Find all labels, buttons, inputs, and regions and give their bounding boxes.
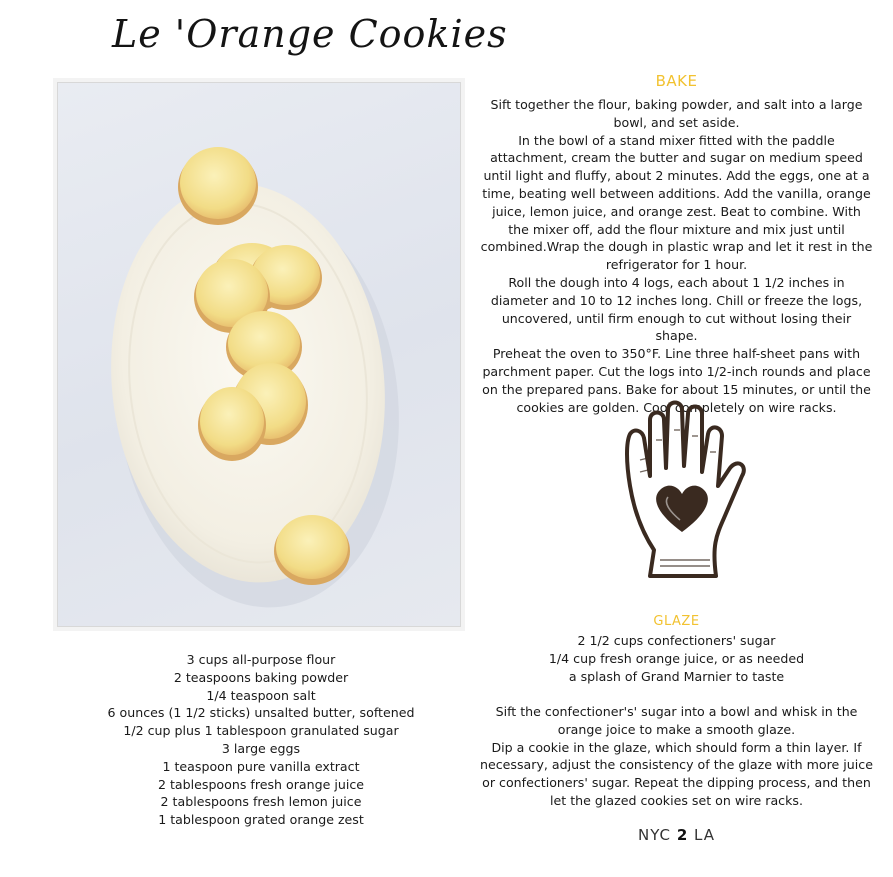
bake-step: In the bowl of a stand mixer fitted with the paddle attachment, cream the butter and sugar on medium speed until light and fluffy, about 2 minutes. Add the eggs, one at a time, beating well between additions. Add the vanilla, orange juice, lemon juice, and orange zest. Beat to combine. With the mixer off, add the flour mixture and mix just until combined.Wrap the dough in plastic wrap and let it rest in the refrigerator for 1 hour.	[480, 132, 873, 273]
cookie-ingredients	[60, 651, 462, 829]
page-title: Le 'Orange Cookies	[112, 12, 508, 56]
bake-instructions	[480, 96, 873, 416]
list-item: 1/2 cup plus 1 tablespoon granulated sugar	[123, 723, 399, 739]
list-item: 2 teaspoons baking powder	[173, 669, 349, 685]
bake-step: Roll the dough into 4 logs, each about 1 1/2 inches in diameter and 10 to 12 inches long. Chill or freeze the logs, uncovered, until firm enough to cut without losing their shape.	[490, 274, 863, 344]
list-item: 1 tablespoon grated orange zest	[158, 812, 364, 828]
list-item: a splash of Grand Marnier to taste	[568, 668, 785, 684]
bake-step: Preheat the oven to 350°F. Line three half-sheet pans with parchment paper. Cut the logs into 1/2-inch rounds and place on the prepared pans. Bake for about 15 minutes, or until the cookies are golden. Cool completely on wire racks.	[482, 346, 871, 415]
list-item: 6 ounces (1 1/2 sticks) unsalted butter, softened	[107, 705, 415, 721]
list-item: 2 1/2 cups confectioners' sugar	[577, 633, 776, 648]
hand-with-heart-icon	[620, 400, 746, 584]
bake-step: Sift together the flour, baking powder, and salt into a large bowl, and set aside.	[490, 97, 863, 130]
glaze-ingredients	[480, 632, 873, 685]
list-item: 1/4 teaspoon salt	[206, 687, 316, 703]
footer-middle: 2	[676, 826, 689, 844]
list-item: 2 tablespoons fresh orange juice	[157, 776, 365, 792]
list-item: 1/4 cup fresh orange juice, or as needed	[548, 650, 805, 666]
cookies-photo	[57, 82, 461, 627]
glaze-step: Sift the confectioner's' sugar into a bowl and whisk in the orange joice to make a smooth glaze.	[495, 704, 858, 737]
glaze-heading: GLAZE	[653, 614, 700, 629]
footer-right: LA	[694, 826, 715, 844]
list-item: 3 large eggs	[221, 740, 301, 756]
list-item: 1 teaspoon pure vanilla extract	[162, 758, 360, 774]
glaze-instructions	[480, 703, 873, 810]
cookies-on-plate-photo	[58, 83, 460, 626]
footer-left: NYC	[637, 826, 672, 844]
bake-heading: BAKE	[655, 72, 698, 90]
list-item: 2 tablespoons fresh lemon juice	[160, 794, 362, 810]
footer-brand	[480, 826, 873, 844]
list-item: 3 cups all-purpose flour	[186, 652, 336, 667]
glaze-step: Dip a cookie in the glaze, which should form a thin layer. If necessary, adjust the consistency of the glaze with more juice or confectioners' sugar. Repeat the dipping process, and then let the glazed cookies set on wire racks.	[480, 739, 873, 808]
